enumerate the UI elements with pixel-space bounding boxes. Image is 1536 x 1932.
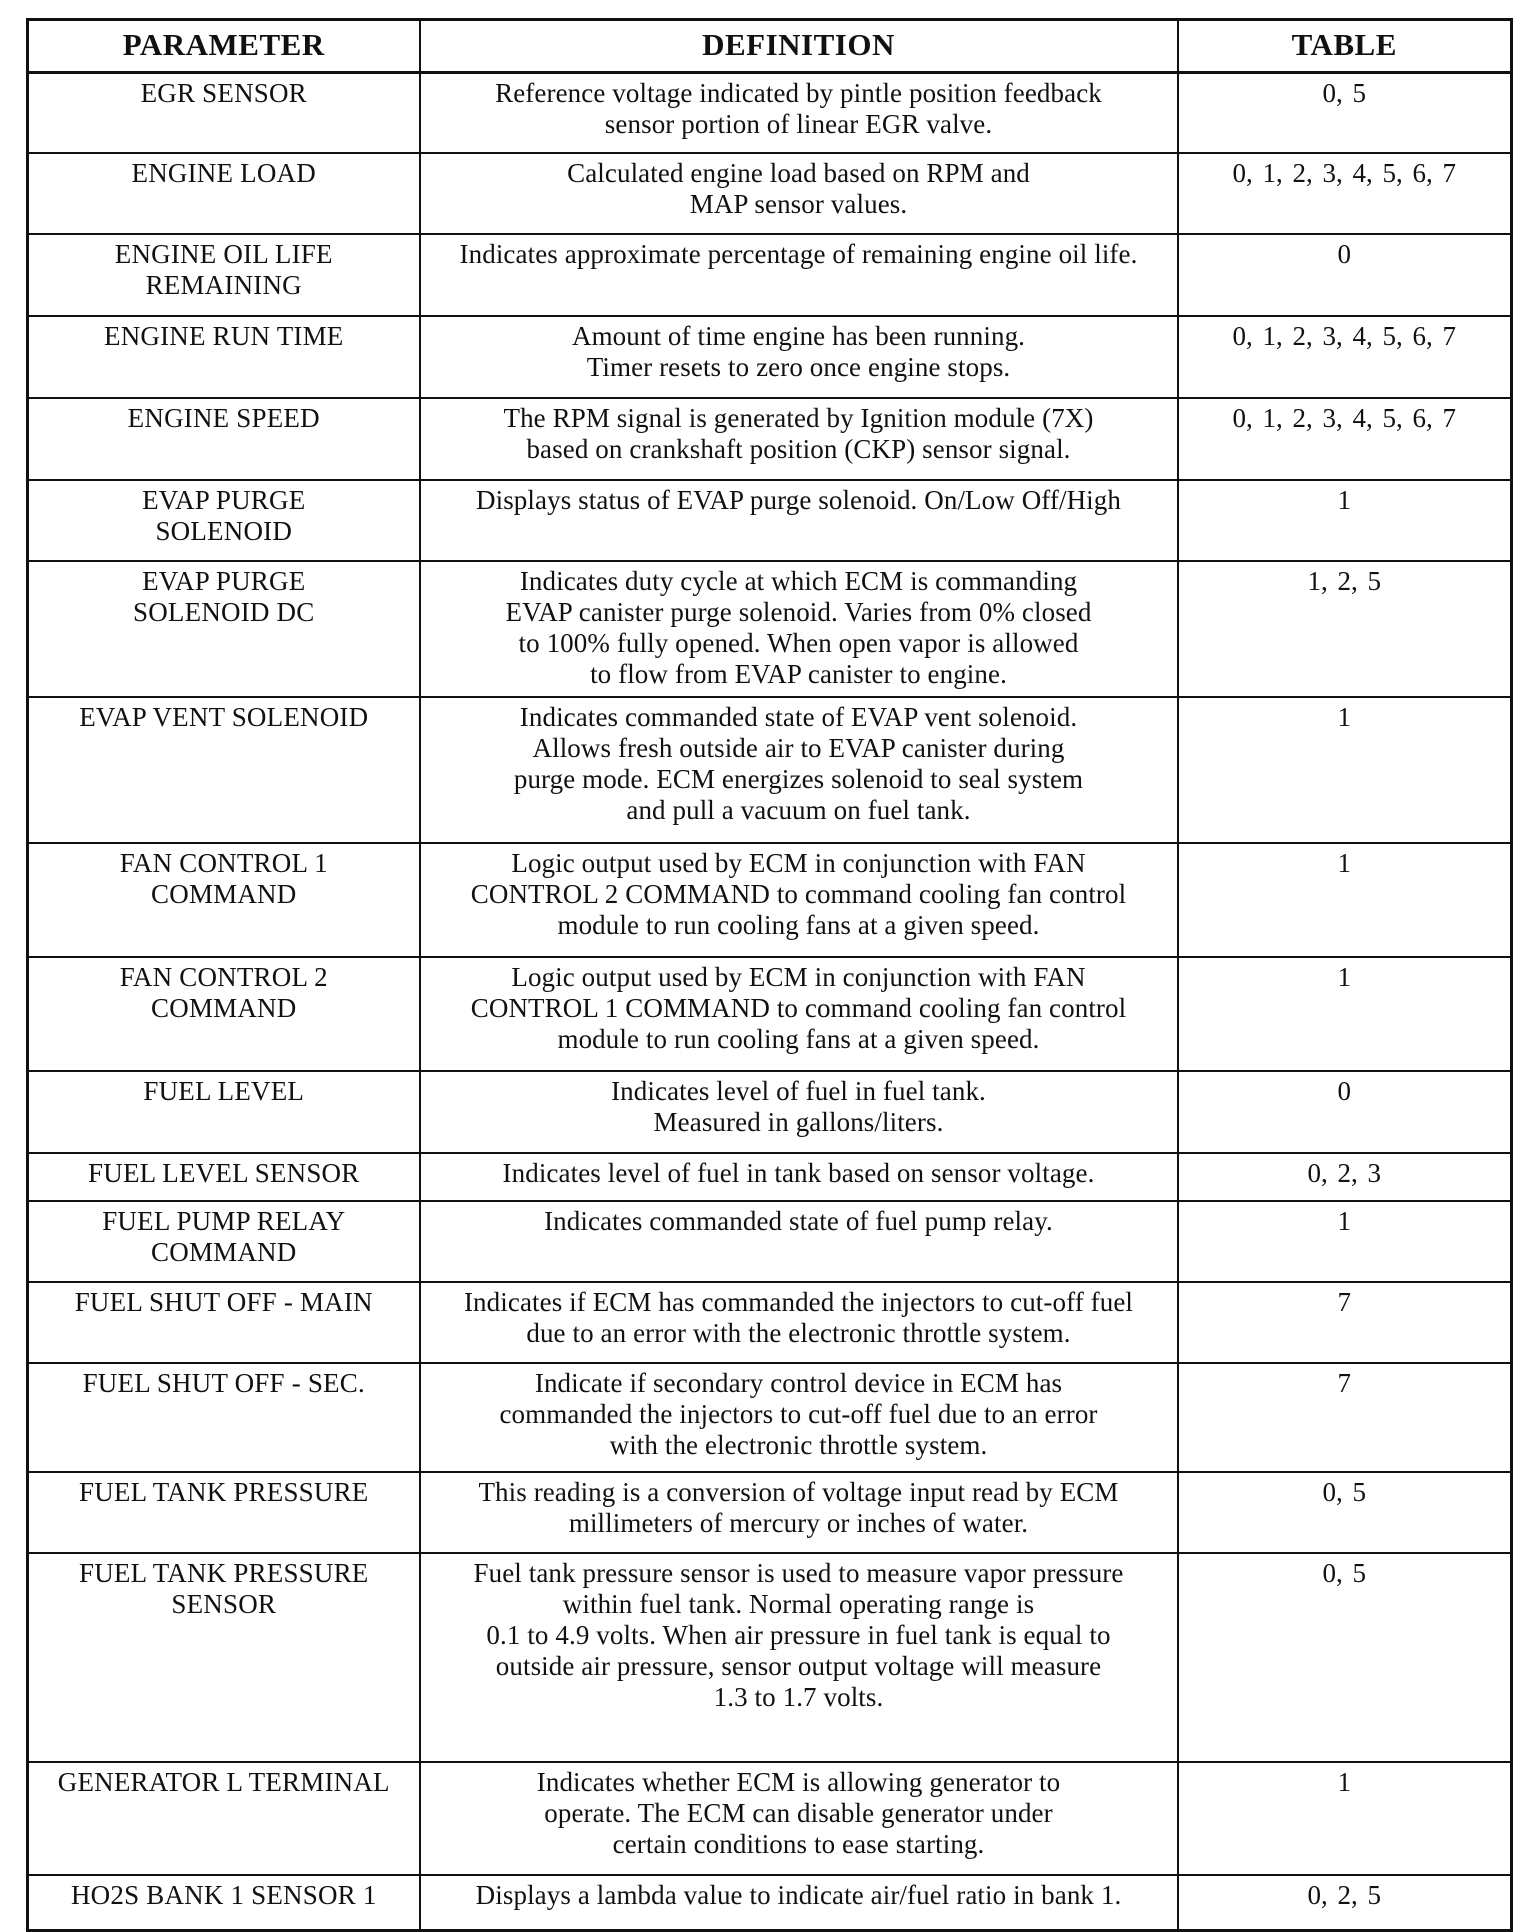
table-row xyxy=(28,1472,1512,1553)
table-row xyxy=(28,697,1512,843)
table-ref-cell: 0, 2, 5 xyxy=(1178,1875,1512,1931)
definition-cell: Indicates approximate percentage of remaining engine oil life. xyxy=(420,234,1178,316)
parameter-cell: GENERATOR L TERMINAL xyxy=(28,1762,420,1875)
table-row xyxy=(28,1153,1512,1201)
table-body xyxy=(28,73,1512,1931)
table-row xyxy=(28,73,1512,153)
table-row xyxy=(28,957,1512,1071)
table-ref-cell: 7 xyxy=(1178,1282,1512,1363)
table-ref-cell: 1 xyxy=(1178,480,1512,561)
parameter-cell: ENGINE RUN TIME xyxy=(28,316,420,398)
table-ref-cell: 7 xyxy=(1178,1363,1512,1472)
parameter-cell: ENGINE OIL LIFE REMAINING xyxy=(28,234,420,316)
table-ref-cell: 1 xyxy=(1178,1762,1512,1875)
table-row xyxy=(28,1553,1512,1762)
parameter-cell: ENGINE LOAD xyxy=(28,153,420,234)
definition-cell: Indicates level of fuel in fuel tank. Measured in gallons/liters. xyxy=(420,1071,1178,1153)
table-row xyxy=(28,1875,1512,1931)
parameter-cell: FUEL TANK PRESSURE xyxy=(28,1472,420,1553)
table-row xyxy=(28,234,1512,316)
table-ref-cell: 1 xyxy=(1178,697,1512,843)
parameter-cell: FUEL LEVEL xyxy=(28,1071,420,1153)
table-row xyxy=(28,1363,1512,1472)
parameter-cell: EVAP PURGE SOLENOID xyxy=(28,480,420,561)
table-row xyxy=(28,316,1512,398)
definition-cell: Reference voltage indicated by pintle position feedback sensor portion of linear EGR valve. xyxy=(420,73,1178,153)
table-ref-cell: 0, 5 xyxy=(1178,73,1512,153)
parameter-cell: FUEL SHUT OFF - SEC. xyxy=(28,1363,420,1472)
definition-cell: Fuel tank pressure sensor is used to measure vapor pressure within fuel tank. Normal operating range is 0.1 to 4.9 volts. When air pressure in fuel tank is equal to outside air pressure, sensor output voltage will measure 1.3 to 1.7 volts. xyxy=(420,1553,1178,1762)
parameter-cell: HO2S BANK 1 SENSOR 1 xyxy=(28,1875,420,1931)
table-ref-cell: 0 xyxy=(1178,1071,1512,1153)
table-ref-cell: 1, 2, 5 xyxy=(1178,561,1512,697)
table-row xyxy=(28,153,1512,234)
document-page xyxy=(26,18,1510,1932)
parameter-cell: FAN CONTROL 1 COMMAND xyxy=(28,843,420,957)
definition-cell: This reading is a conversion of voltage input read by ECM millimeters of mercury or inches of water. xyxy=(420,1472,1178,1553)
definition-cell: Displays a lambda value to indicate air/fuel ratio in bank 1. xyxy=(420,1875,1178,1931)
table-row xyxy=(28,561,1512,697)
parameter-cell: FUEL SHUT OFF - MAIN xyxy=(28,1282,420,1363)
definition-cell: Indicates commanded state of EVAP vent solenoid. Allows fresh outside air to EVAP canister during purge mode. ECM energizes solenoid to seal system and pull a vacuum on fuel tank. xyxy=(420,697,1178,843)
header-row xyxy=(28,20,1512,73)
header-parameter: PARAMETER xyxy=(28,20,420,73)
table-ref-cell: 0 xyxy=(1178,234,1512,316)
table-ref-cell: 1 xyxy=(1178,1201,1512,1282)
table-ref-cell: 0, 1, 2, 3, 4, 5, 6, 7 xyxy=(1178,398,1512,480)
definition-cell: Indicates if ECM has commanded the injectors to cut-off fuel due to an error with the electronic throttle system. xyxy=(420,1282,1178,1363)
table-row xyxy=(28,1201,1512,1282)
parameter-cell: EVAP VENT SOLENOID xyxy=(28,697,420,843)
definition-cell: Indicates whether ECM is allowing generator to operate. The ECM can disable generator under certain conditions to ease starting. xyxy=(420,1762,1178,1875)
definition-cell: Calculated engine load based on RPM and MAP sensor values. xyxy=(420,153,1178,234)
table-ref-cell: 0, 1, 2, 3, 4, 5, 6, 7 xyxy=(1178,153,1512,234)
definition-cell: Indicate if secondary control device in ECM has commanded the injectors to cut-off fuel due to an error with the electronic throttle system. xyxy=(420,1363,1178,1472)
table-ref-cell: 0, 1, 2, 3, 4, 5, 6, 7 xyxy=(1178,316,1512,398)
table-row xyxy=(28,843,1512,957)
table-ref-cell: 0, 5 xyxy=(1178,1553,1512,1762)
parameter-cell: FUEL PUMP RELAY COMMAND xyxy=(28,1201,420,1282)
parameter-cell: FAN CONTROL 2 COMMAND xyxy=(28,957,420,1071)
header-definition: DEFINITION xyxy=(420,20,1178,73)
table-row xyxy=(28,1071,1512,1153)
header-table: TABLE xyxy=(1178,20,1512,73)
definition-cell: The RPM signal is generated by Ignition module (7X) based on crankshaft position (CKP) sensor signal. xyxy=(420,398,1178,480)
parameter-cell: FUEL TANK PRESSURE SENSOR xyxy=(28,1553,420,1762)
definition-cell: Indicates commanded state of fuel pump relay. xyxy=(420,1201,1178,1282)
table-row xyxy=(28,480,1512,561)
parameter-cell: EVAP PURGE SOLENOID DC xyxy=(28,561,420,697)
parameter-table xyxy=(26,18,1513,1932)
table-row xyxy=(28,398,1512,480)
definition-cell: Indicates level of fuel in tank based on sensor voltage. xyxy=(420,1153,1178,1201)
definition-cell: Indicates duty cycle at which ECM is commanding EVAP canister purge solenoid. Varies from 0% closed to 100% fully opened. When open vapor is allowed to flow from EVAP canister to engine. xyxy=(420,561,1178,697)
parameter-cell: ENGINE SPEED xyxy=(28,398,420,480)
definition-cell: Amount of time engine has been running. Timer resets to zero once engine stops. xyxy=(420,316,1178,398)
table-ref-cell: 1 xyxy=(1178,957,1512,1071)
parameter-cell: FUEL LEVEL SENSOR xyxy=(28,1153,420,1201)
definition-cell: Logic output used by ECM in conjunction with FAN CONTROL 1 COMMAND to command cooling fan control module to run cooling fans at a given speed. xyxy=(420,957,1178,1071)
definition-cell: Logic output used by ECM in conjunction with FAN CONTROL 2 COMMAND to command cooling fan control module to run cooling fans at a given speed. xyxy=(420,843,1178,957)
definition-cell: Displays status of EVAP purge solenoid. On/Low Off/High xyxy=(420,480,1178,561)
table-ref-cell: 0, 2, 3 xyxy=(1178,1153,1512,1201)
table-row xyxy=(28,1282,1512,1363)
table-header xyxy=(28,20,1512,73)
table-ref-cell: 0, 5 xyxy=(1178,1472,1512,1553)
parameter-cell: EGR SENSOR xyxy=(28,73,420,153)
table-ref-cell: 1 xyxy=(1178,843,1512,957)
table-row xyxy=(28,1762,1512,1875)
